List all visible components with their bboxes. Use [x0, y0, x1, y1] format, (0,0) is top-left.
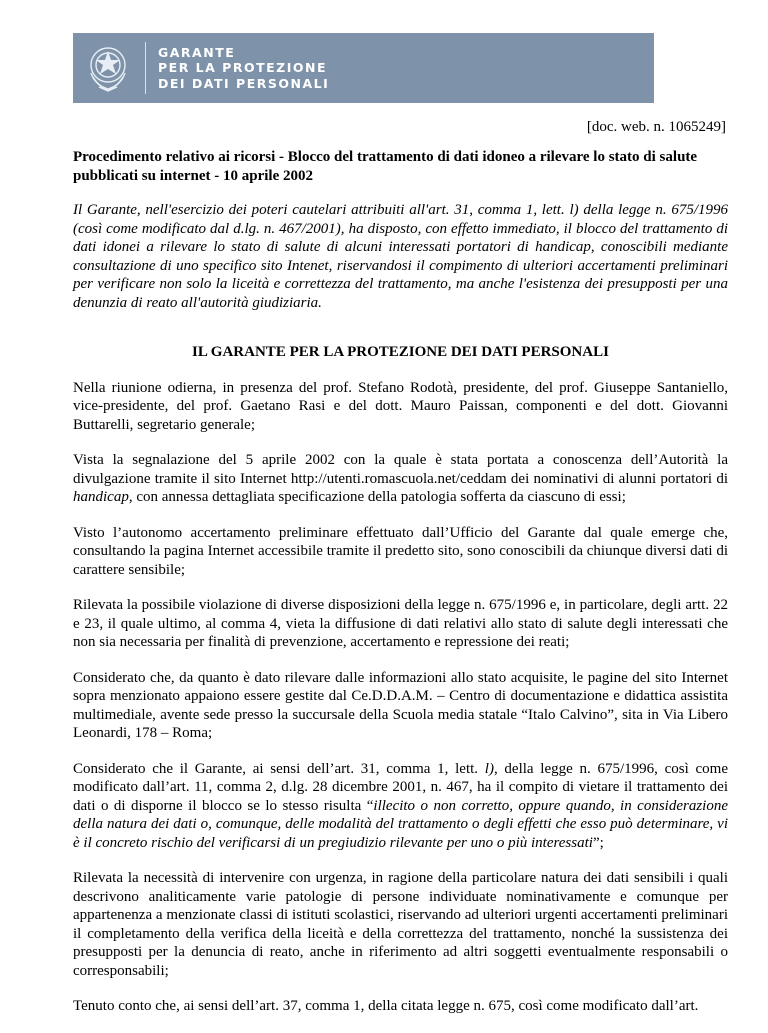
document-summary: Il Garante, nell'esercizio dei poteri cautelari attribuiti all'art. 31, comma 1, lett. l) della legge n. 675/1996 (così come modificato dal d.lg. n. 467/2001), ha disposto, con effetto immediato, il blocco del trattamento di dati idonei a rilevare lo stato di salute di alcuni interessati portatori di handicap, conoscibili mediante consultazione di uno specifico sito Intenet, riservandosi il compimento di ulteriori accertamenti preliminari per verificare non solo la liceità e correttezza del trattamento, ma anche l'esistenza dei presupposti per una denunzia di reato all'autorità giudiziaria.	[73, 202, 728, 311]
paragraph-violazione: Rilevata la possibile violazione di diverse disposizioni della legge n. 675/1996 e, in particolare, degli artt. 22 e 23, il quale ultimo, al comma 4, vieta la diffusione di dati relativi allo stato di salute degli interessati che non sia necessaria per finalità di prevenzione, accertamento e repressione dei reati;	[73, 597, 728, 650]
banner-title-line3: DEI DATI PERSONALI	[158, 75, 330, 91]
paragraph-text: ”;	[592, 834, 604, 851]
garante-header-banner	[73, 33, 654, 103]
document-title: Procedimento relativo ai ricorsi - Blocco del trattamento di dati idoneo a rilevare lo stato di salute pubblicati su internet - 10 aprile 2002	[73, 149, 698, 184]
document-reference: [doc. web. n. 1065249]	[586, 119, 726, 135]
italian-republic-emblem-icon	[73, 33, 143, 103]
paragraph-poteri-garante	[73, 760, 728, 853]
italic-term: handicap	[73, 489, 129, 505]
paragraph-urgenza: Rilevata la necessità di intervenire con urgenza, in ragione della particolare natura dei dati sensibili i quali descrivono analiticamente varie patologie di persone individuate nominativamente e comunque per appartenenza a menzionate classi di istituti scolastici, riservando ad ulteriori urgenti accertamenti preliminari il completamento della verifica della liceità e della correttezza del trattamento, nonché la sussistenza dei presupposti per la denuncia di reato, anche in riferimento ad altri soggetti eventualmente responsabili o corresponsabili;	[73, 870, 728, 979]
document-body	[73, 148, 728, 1033]
quoted-provision: illecito o non corretto, oppure quando, in considerazione della natura dei dati o, comunque, delle modalità del trattamento o degli effetti che esso può determinare, vi è il concreto rischio del verificarsi di un pregiudizio rilevante per uno o più interessati	[73, 797, 728, 851]
paragraph-text: , con annessa dettagliata specificazione della patologia sofferta da ciascuno di essi;	[128, 489, 626, 505]
paragraph-text: , della legge n. 675/1996, così come modificato dall’art. 11, comma 2, d.lg. 28 dicembre 2001, n. 467, ha il compito di vietare il trattamento dei dati o di disporne il blocco se lo stesso risulta “	[73, 760, 728, 814]
paragraph-tenuto-conto: Tenuto conto che, ai sensi dell’art. 37, comma 1, della citata legge n. 675, così come modificato dall’art.	[73, 998, 699, 1014]
banner-divider	[145, 42, 146, 94]
banner-title-line2: PER LA PROTEZIONE	[158, 60, 327, 76]
banner-title	[158, 45, 329, 92]
paragraph-accertamento: Visto l’autonomo accertamento preliminare effettuato dall’Ufficio del Garante dal quale emerge che, consultando la pagina Internet accessibile tramite il predetto sito, sono conoscibili da chiunque diversi dati di carattere sensibile;	[73, 524, 728, 578]
paragraph-text: Considerato che il Garante, ai sensi dell’art. 31, comma 1, lett.	[73, 760, 485, 777]
paragraph-text: Vista la segnalazione del 5 aprile 2002 con la quale è stata portata a conoscenza dell’Autorità la divulgazione tramite il sito Internet http://utenti.romascuola.net/ceddam dei nominativi di alunni portatori di	[73, 452, 728, 487]
banner-title-line1: GARANTE	[158, 44, 236, 60]
paragraph-segnalazione	[73, 451, 728, 507]
paragraph-riunione: Nella riunione odierna, in presenza del prof. Stefano Rodotà, presidente, del prof. Giuseppe Santaniello, vice-presidente, del prof. Gaetano Rasi e del dott. Mauro Paissan, componenti e del dott. Giovanni Buttarelli, segretario generale;	[73, 379, 728, 433]
paragraph-cedd: Considerato che, da quanto è dato rilevare dalle informazioni allo stato acquisite, le pagine del sito Internet sopra menzionato appaiono essere gestite dal Ce.D.D.A.M. – Centro di documentazione e didattica assistita multimediale, avente sede presso la succursale della Scuola media statale “Italo Calvino”, sita in Via Libero Leonardi, 178 – Roma;	[73, 669, 728, 741]
section-heading: IL GARANTE PER LA PROTEZIONE DEI DATI PERSONALI	[192, 344, 609, 360]
italic-term: l)	[484, 760, 494, 777]
